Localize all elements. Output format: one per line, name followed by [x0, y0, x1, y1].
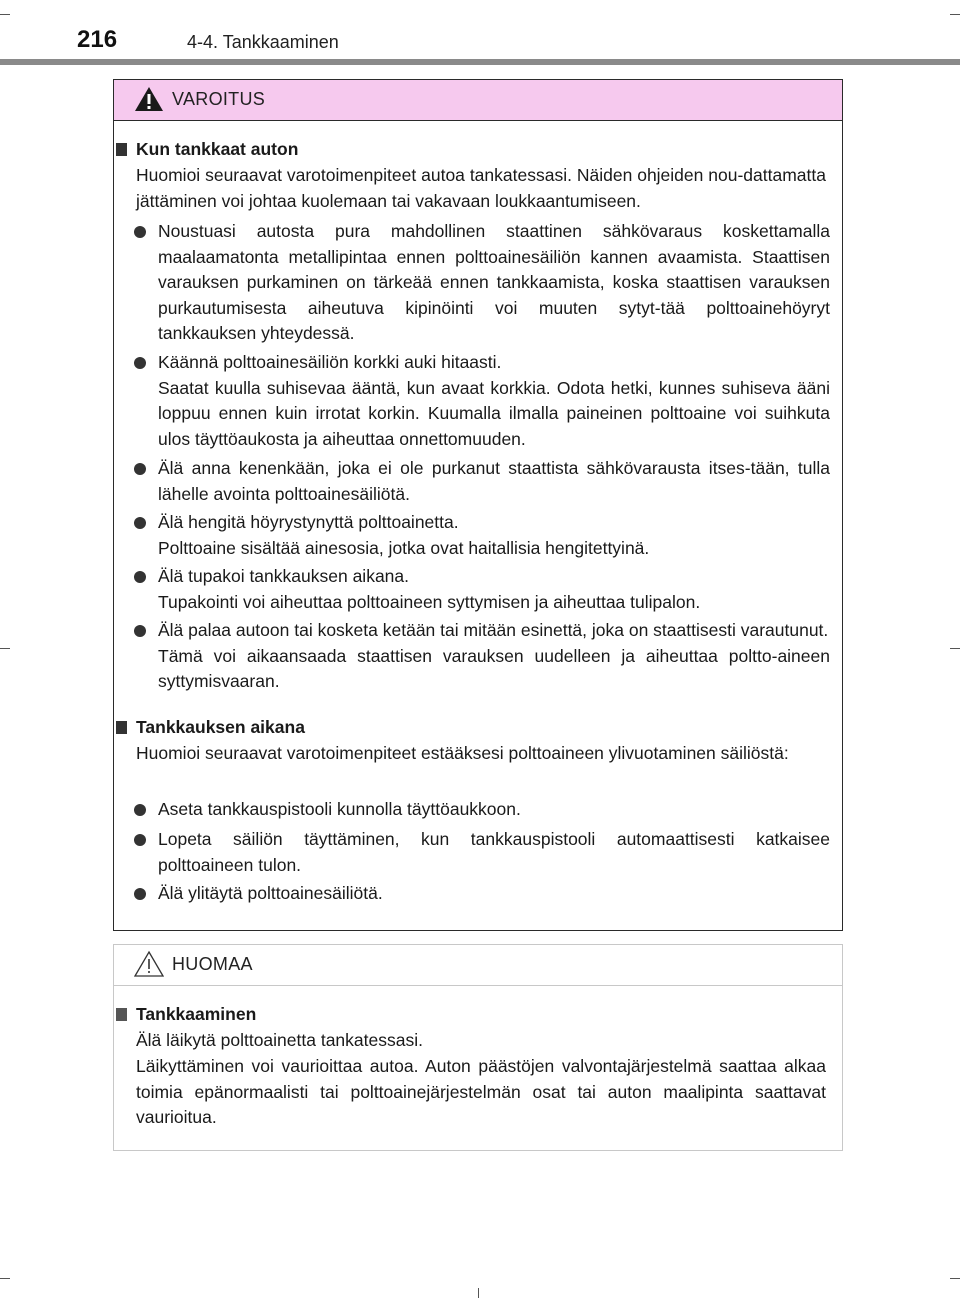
header-rule	[0, 59, 960, 65]
list-item-text: Älä ylitäytä polttoainesäiliötä.	[158, 883, 383, 903]
notice-box	[113, 944, 843, 1151]
bullet-icon	[134, 625, 146, 637]
crop-mark	[950, 1278, 960, 1279]
list-item-text: Lopeta säiliön täyttäminen, kun tankkauspistooli automaattisesti katkaisee polttoaineen tulon.	[158, 829, 830, 875]
bullet-icon	[134, 888, 146, 900]
intro-text: Huomioi seuraavat varotoimenpiteet estääksesi polttoaineen ylivuotaminen säiliöstä:	[136, 743, 789, 763]
list-item-text: Älä anna kenenkään, joka ei ole purkanut staattista sähkövarausta itses-tään, tulla lähelle avointa polttoainesäiliötä.	[158, 458, 830, 504]
page-header	[0, 0, 960, 64]
bullet-icon	[134, 804, 146, 816]
crop-mark	[0, 648, 10, 649]
bullet-icon	[134, 517, 146, 529]
bullet-icon	[134, 834, 146, 846]
section-heading: Tankkaaminen	[136, 1004, 257, 1024]
warning-label: VAROITUS	[172, 89, 266, 109]
notice-header	[114, 945, 842, 986]
notice-line: Läikyttäminen voi vaurioittaa autoa. Auton päästöjen valvontajärjestelmä saattaa alkaa toimia epänormaalisti tai polttoainejärjestelmän osat tai auton maalipinta saattavat vaurioitua.	[136, 1056, 826, 1127]
crop-mark	[0, 1278, 10, 1279]
list-item-text: Älä palaa autoon tai kosketa ketään tai mitään esinettä, joka on staattisesti varautunut. Tämä voi aikaansaada staattisen varauksen uudelleen ja aiheuttaa poltto-aineen syttymisvaaran.	[158, 620, 830, 691]
list-item-text: Noustuasi autosta pura mahdollinen staattinen sähkövaraus koskettamalla maalaamatonta metallipintaa ennen polttoainesäiliön kannen avaamista. Staattisen varauksen purkaminen on tärkeää ennen tankkaamista, koska staattisen varauksen purkautumisesta aiheutuva kipinöinti voi muuten sytyt-tää polttoainehöyryt tankkauksen yhteydessä.	[158, 221, 830, 343]
notice-line: Älä läikytä polttoainetta tankatessasi.	[136, 1030, 423, 1050]
section-heading: Tankkauksen aikana	[136, 717, 305, 737]
warning-header	[114, 80, 842, 121]
caution-triangle-outline-icon	[134, 950, 164, 978]
square-bullet-icon	[116, 721, 127, 734]
square-bullet-icon	[116, 1008, 127, 1021]
bullet-icon	[134, 571, 146, 583]
bullet-icon	[134, 357, 146, 369]
section-title: 4-4. Tankkaaminen	[187, 32, 339, 52]
list-item-text: Älä hengitä höyrystynyttä polttoainetta. Polttoaine sisältää ainesosia, jotka ovat haitallisia hengitettyinä.	[158, 512, 650, 558]
intro-text: Huomioi seuraavat varotoimenpiteet autoa tankatessasi. Näiden ohjeiden nou-dattamatta jättäminen voi johtaa kuolemaan tai vakavaan loukkaantumiseen.	[136, 165, 826, 211]
list-item-text: Käännä polttoainesäiliön korkki auki hitaasti. Saatat kuulla suhisevaa ääntä, kun avaat korkkia. Odota hetki, kunnes suhiseva ääni loppuu ennen kuin irrotat korkin. Kuumalla ilmalla paineinen polttoaine voi suihkuta ulos täyttöaukosta ja aiheuttaa onnettomuuden.	[158, 352, 830, 449]
section-heading: Kun tankkaat auton	[136, 139, 299, 159]
page-number: 216	[77, 26, 118, 53]
warning-triangle-icon	[134, 85, 164, 113]
crop-mark	[950, 648, 960, 649]
list-item-text: Älä tupakoi tankkauksen aikana. Tupakointi voi aiheuttaa polttoaineen syttymisen ja aiheuttaa tulipalon.	[158, 566, 701, 612]
notice-label: HUOMAA	[172, 954, 253, 974]
bullet-icon	[134, 463, 146, 475]
square-bullet-icon	[116, 143, 127, 156]
warning-box	[113, 79, 843, 931]
bullet-icon	[134, 226, 146, 238]
list-item-text: Aseta tankkauspistooli kunnolla täyttöaukkoon.	[158, 799, 521, 819]
crop-mark	[478, 1288, 479, 1298]
